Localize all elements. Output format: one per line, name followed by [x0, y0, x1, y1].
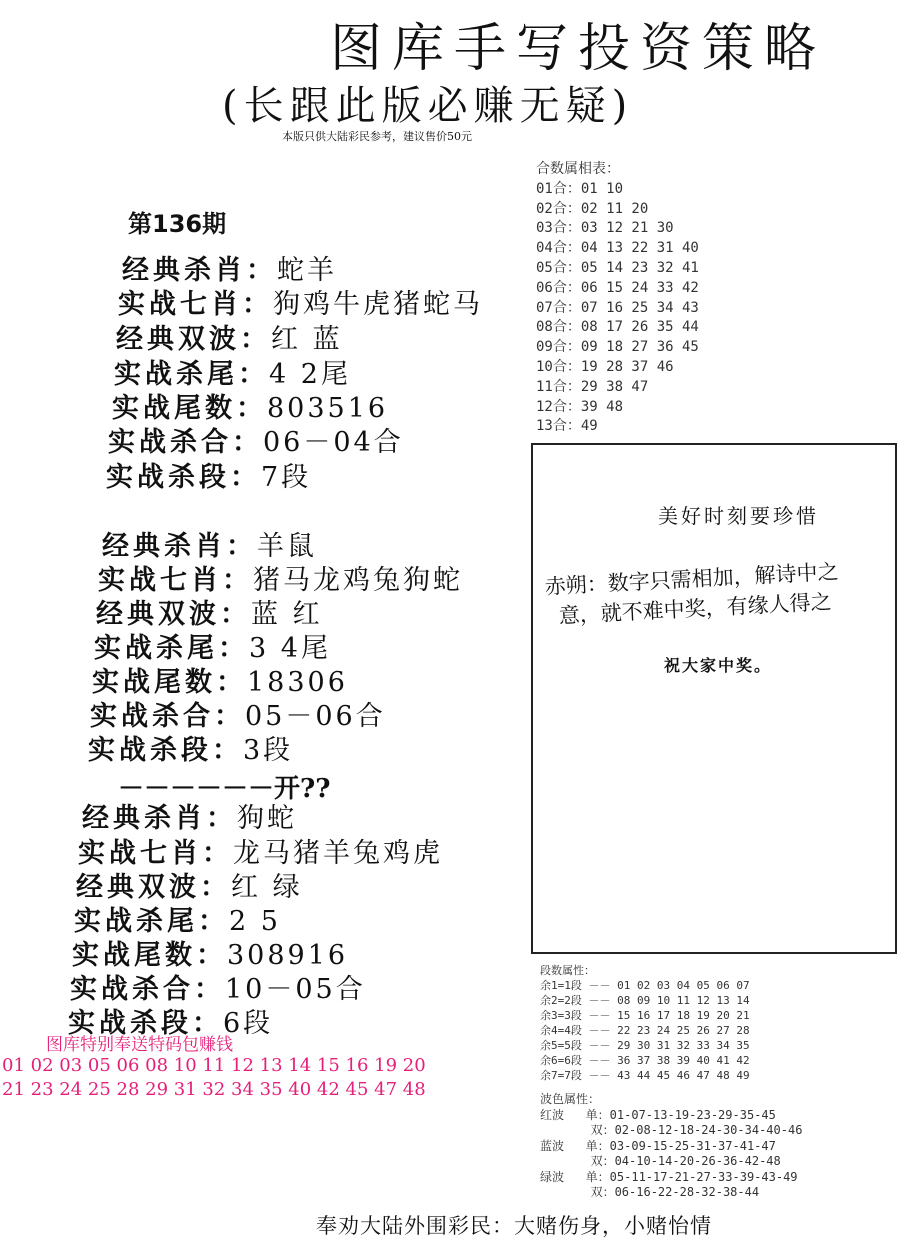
strategy-row: 实战七肖：猪马龙鸡兔狗蛇: [98, 565, 463, 596]
segment-row: 余3=3段 －－ 15 16 17 18 19 20 21: [540, 1009, 750, 1022]
he-table-title: 合数属相表：: [536, 161, 620, 177]
segment-row: 余5=5段 －－ 29 30 31 32 33 34 35: [540, 1039, 750, 1052]
strategy-row: 实战杀段：6段: [68, 1008, 274, 1039]
strategy-row: 实战尾数：803516: [112, 393, 389, 424]
he-number-table: [536, 160, 699, 437]
he-row: 04合：04 13 22 31 40: [536, 240, 699, 257]
wave-color-table: [540, 1092, 802, 1201]
strategy-row: 实战尾数：308916: [72, 940, 349, 971]
strategy-row: 实战杀尾：2 5: [74, 906, 281, 937]
page-subtitle: (长跟此版必赚无疑): [222, 83, 634, 129]
strategy-row: 经典双波：红 蓝: [116, 324, 343, 355]
footer-advice: 奉劝大陆外围彩民：大赌伤身，小赌怡情: [316, 1214, 712, 1238]
strategy-row: 实战杀尾：3 4尾: [94, 633, 331, 664]
he-row: 13合：49: [536, 418, 598, 435]
price-note: 本版只供大陆彩民参考，建议售价50元: [282, 130, 472, 143]
he-row: 01合：01 10: [536, 180, 624, 197]
strategy-row: 经典双波：蓝 红: [96, 599, 323, 630]
promo-numbers-line2: 21 23 24 25 28 29 31 32 34 35 40 42 45 47 48: [2, 1079, 426, 1100]
he-row: 10合：19 28 37 46: [536, 358, 674, 375]
strategy-row: 实战杀段：3段: [88, 735, 294, 766]
wave-row: 蓝波 单：03-09-15-25-31-37-41-47: [540, 1138, 776, 1153]
result-separator: －－－－－－开??: [118, 774, 331, 804]
segment-row: 余6=6段 －－ 36 37 38 39 40 41 42: [540, 1054, 750, 1067]
wave-row: 绿波 单：05-11-17-21-27-33-39-43-49: [540, 1169, 798, 1184]
strategy-row: 经典双波：红 绿: [76, 872, 303, 903]
he-row: 07合：07 16 25 34 43: [536, 299, 699, 316]
issue-number: 第136期: [128, 210, 227, 238]
strategy-row: 实战尾数：18306: [92, 667, 348, 698]
he-row: 06合：06 15 24 33 42: [536, 279, 699, 296]
strategy-row: 实战七肖：狗鸡牛虎猪蛇马: [118, 289, 483, 320]
strategy-row: 实战杀合：05－06合: [90, 701, 386, 732]
strategy-row: 经典杀肖：狗蛇: [82, 803, 297, 834]
segment-row: 余2=2段 －－ 08 09 10 11 12 13 14: [540, 994, 750, 1007]
he-row: 08合：08 17 26 35 44: [536, 319, 699, 336]
he-row: 05合：05 14 23 32 41: [536, 259, 699, 276]
strategy-row: 实战七肖：龙马猪羊兔鸡虎: [78, 838, 443, 869]
promo-title: 图库特别奉送特码包赚钱: [46, 1035, 233, 1055]
segment-table-title: 段数属性：: [540, 964, 595, 977]
segment-table: [540, 963, 750, 1083]
poem-riddle-line2: 意，就不难中奖，有缘人得之: [558, 589, 833, 628]
he-row: 09合：09 18 27 36 45: [536, 339, 699, 356]
poem-wish: 祝大家中奖。: [664, 656, 773, 675]
he-row: 11合：29 38 47: [536, 378, 649, 395]
wave-row: 红波 单：01-07-13-19-23-29-35-45: [540, 1107, 776, 1122]
wave-row: 双：04-10-14-20-26-36-42-48: [540, 1154, 781, 1168]
segment-row: 余4=4段 －－ 22 23 24 25 26 27 28: [540, 1024, 750, 1037]
he-row: 12合：39 48: [536, 398, 624, 415]
strategy-row: 实战杀尾：4 2尾: [114, 359, 351, 390]
strategy-row: 实战杀段：7段: [106, 462, 312, 493]
poem-riddle-line1: 赤朔：数字只需相加，解诗中之: [544, 559, 840, 599]
strategy-row: 经典杀肖：羊鼠: [102, 531, 317, 562]
wave-table-title: 波色属性：: [540, 1092, 601, 1106]
strategy-row: 实战杀合：06－04合: [108, 427, 404, 458]
segment-row: 余1=1段 －－ 01 02 03 04 05 06 07: [540, 979, 750, 992]
page-title: 图库手写投资策略: [330, 19, 827, 79]
promo-numbers-line1: 01 02 03 05 06 08 10 11 12 13 14 15 16 19 20: [2, 1055, 426, 1076]
strategy-row: 实战杀合：10－05合: [70, 974, 366, 1005]
he-row: 03合：03 12 21 30: [536, 220, 674, 237]
poem-heading: 美好时刻要珍惜: [658, 504, 819, 528]
wave-row: 双：06-16-22-28-32-38-44: [540, 1185, 760, 1199]
wave-row: 双：02-08-12-18-24-30-34-40-46: [540, 1123, 803, 1137]
segment-row: 余7=7段 －－ 43 44 45 46 47 48 49: [540, 1069, 750, 1082]
he-row: 02合：02 11 20: [536, 200, 649, 217]
strategy-row: 经典杀肖：蛇羊: [122, 255, 337, 286]
